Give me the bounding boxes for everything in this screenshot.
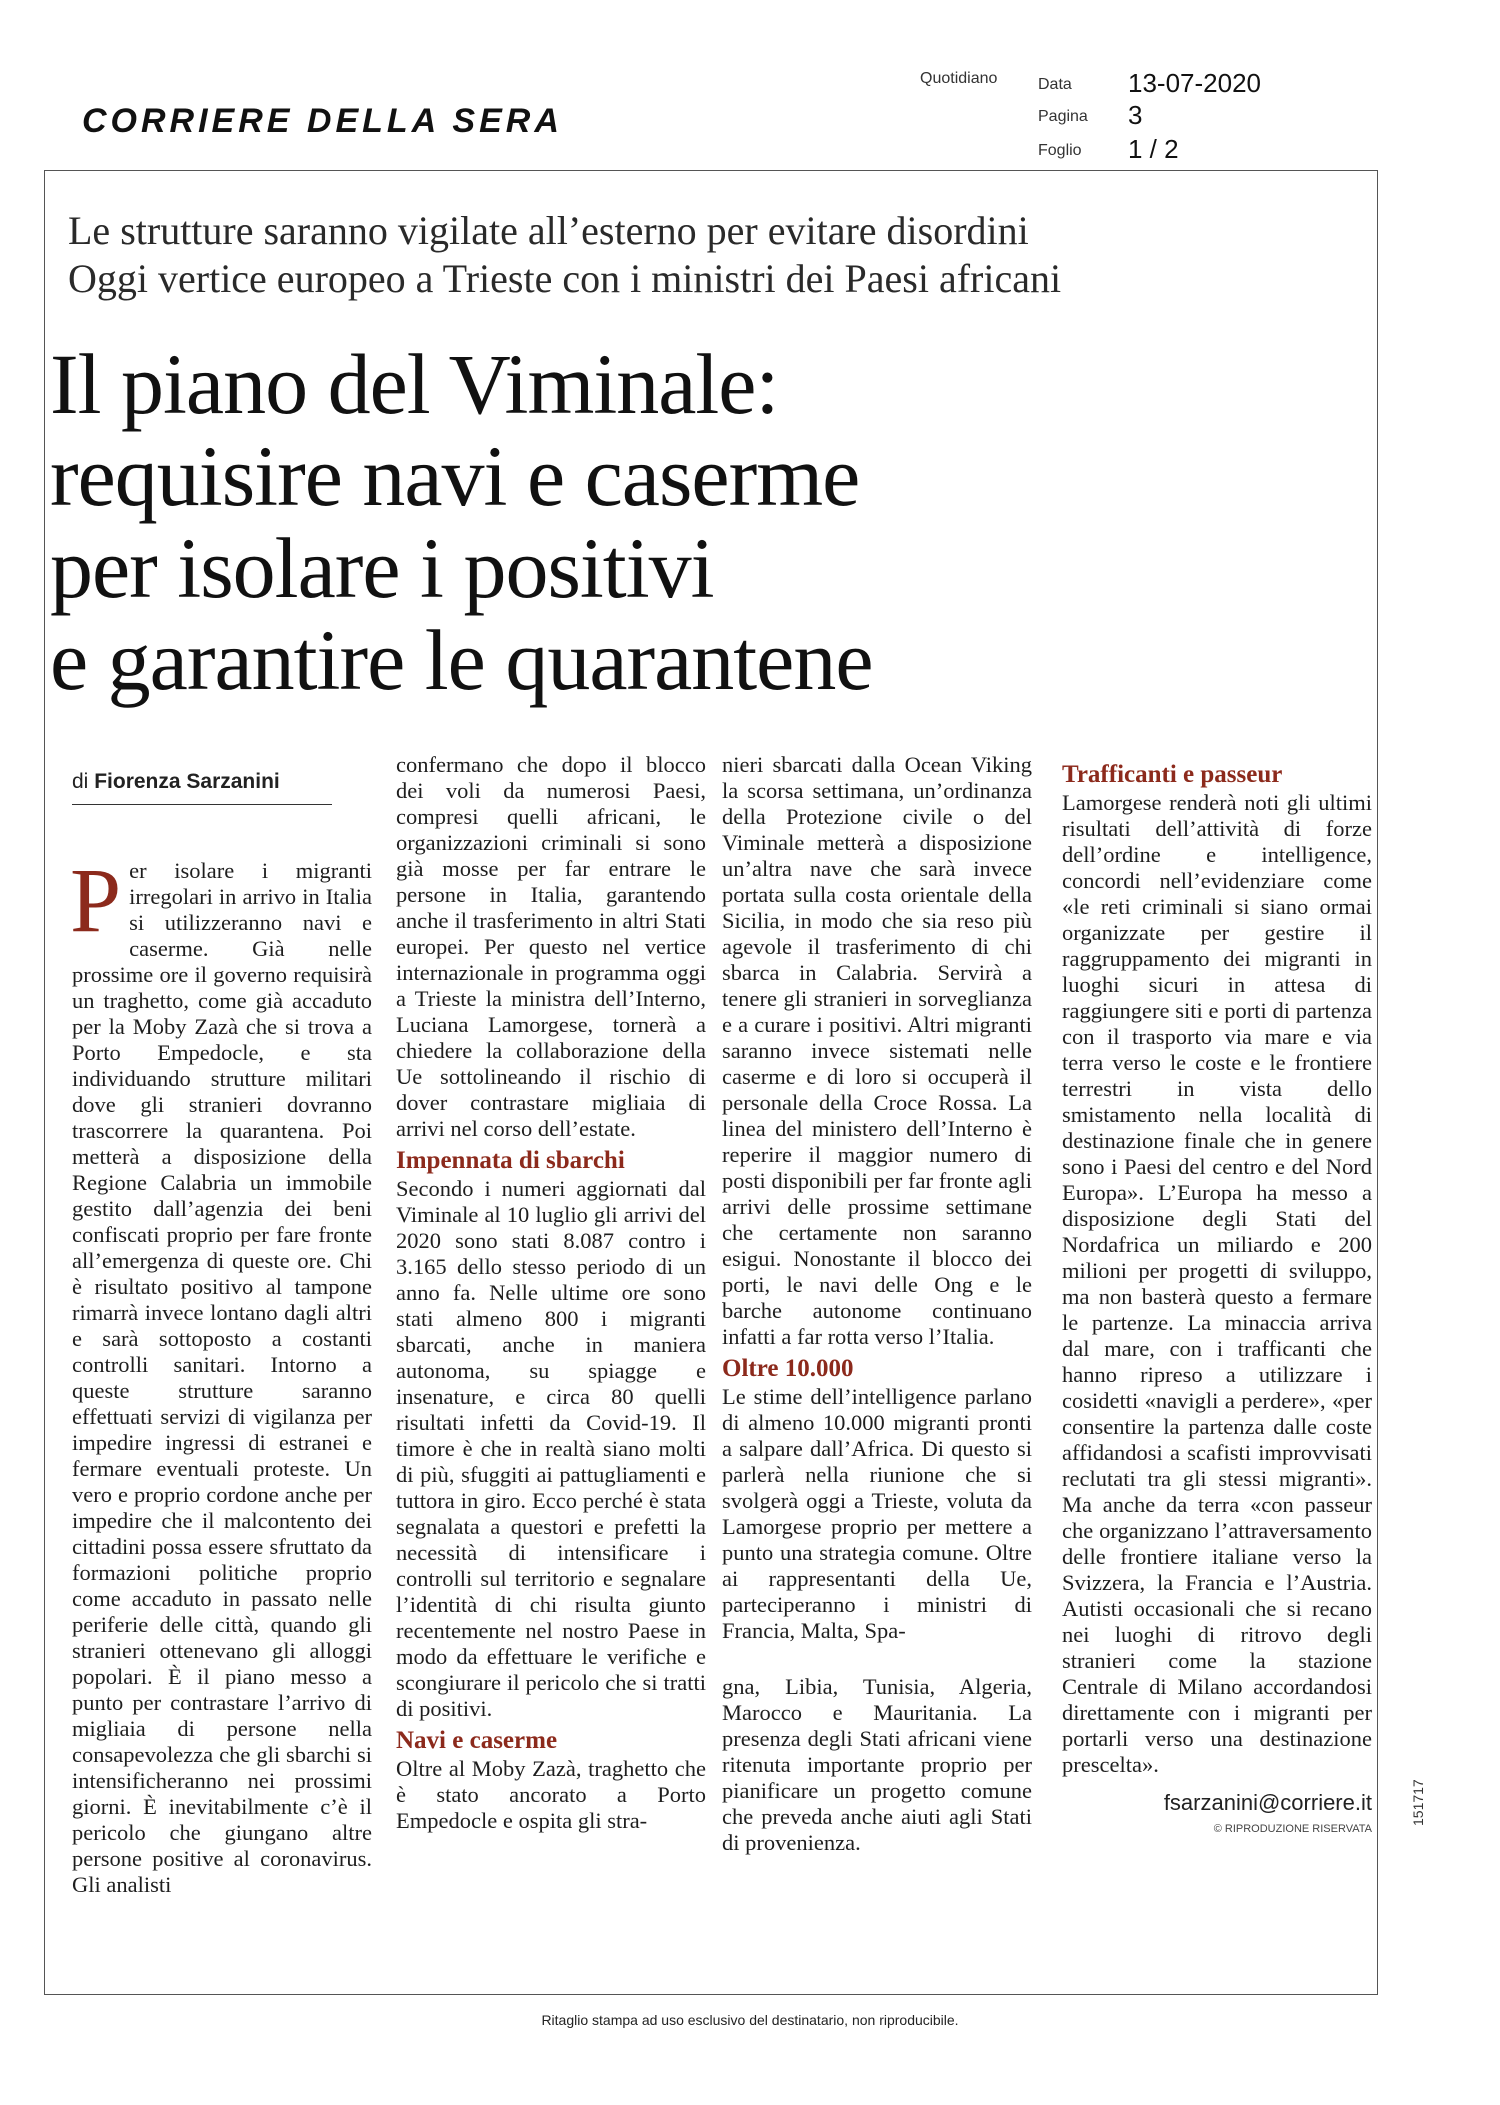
copyright-note: © RIPRODUZIONE RISERVATA (1213, 1823, 1372, 1835)
date-value: 13-07-2020 (1128, 68, 1261, 98)
publication-type: Quotidiano (920, 70, 998, 87)
masthead-logo: CORRIERE DELLA SERA (82, 102, 563, 140)
headline-line-2: requisire navi e caserme (50, 428, 860, 524)
subheading-impennata: Impennata di sbarchi (396, 1147, 625, 1174)
column-4-text: Lamorgese renderà noti gli ultimi risultati dell’attività di forze dell’ordine e intelligence, concordi nell’evidenziare come «le reti criminali si siano ormai organizzate per gestire il raggruppamento dei migranti in luoghi sicuri in attesa di raggiungere siti e porti di partenza con il trasporto via mare e via terra verso le coste e le frontiere terrestri in vista dello smistamento nella località di destinazione finale che in genere sono i Paesi del centro e del Nord Europa». L’Europa ha messo a disposizione degli Stati del Nordafrica un miliardo e 200 milioni per progetti di sviluppo, ma non basterà questo a fermare le partenze. La minaccia arriva dal mare, con i trafficanti che hanno ripreso a utilizzare i cosidetti «navigli a perdere», «per consentire la partenza dalle coste affidandosi a scafisti improvvisati reclutati tra gli stessi migranti». Ma anche da terra «con passeur che organizzano l’attraversamento delle frontiere italiane verso la Svizzera, la Francia e l’Austria. Autisti occasionali che si recano nei luoghi di ritrovo degli stranieri come la stazione Centrale di Milano accordandosi direttamente con i migranti per portarli verso una destinazione prescelta». (1062, 790, 1372, 1777)
author-email: fsarzanini@corriere.it (1163, 1790, 1372, 1815)
article-column-2 (396, 752, 706, 1834)
subheading-trafficanti: Trafficanti e passeur (1062, 761, 1283, 788)
kicker-line-1: Le strutture saranno vigilate all’esterno per evitare disordini (68, 208, 1029, 253)
subheading-navi: Navi e caserme (396, 1727, 558, 1754)
side-code: 151717 (1410, 1779, 1426, 1826)
sheet-value: 1 / 2 (1128, 134, 1179, 164)
subheading-oltre: Oltre 10.000 (722, 1355, 854, 1382)
article-column-3 (722, 752, 1032, 1856)
drop-cap: P (70, 849, 122, 951)
article-column-1 (70, 849, 372, 1898)
sheet-label: Foglio (1038, 142, 1082, 159)
column-3-text-b: Le stime dell’intelligence parlano di almeno 10.000 migranti pronti a salpare dall’Africa. Di questo si parlerà nella riunione che si svolgerà oggi a Trieste, voluta da Lamorgese proprio per mettere a punto una strategia comune. Oltre ai rappresentanti della Ue, parteciperanno i ministri di Francia, Malta, Spa- (722, 1384, 1032, 1643)
byline-prefix: di (72, 770, 89, 793)
article-column-4 (1062, 762, 1372, 1842)
column-2-text-b: Secondo i numeri aggiornati dal Viminale al 10 luglio gli arrivi del 2020 sono stati 8.087 contro i 3.165 dello stesso periodo di un anno fa. Nelle ultime ore sono stati almeno 800 i migranti sbarcati, anche in maniera autonoma, su spiagge e insenature, e circa 80 quelli risultati infetti da Covid-19. Il timore è che in realtà siano molti di più, sfuggiti ai pattugliamenti e tuttora in giro. Ecco perché è stata segnalata a questori e prefetti la necessità di intensificare i controlli sul territorio e segnalare l’identità di chi risulta giunto recentemente nel nostro Paese in modo da effettuare le verifiche e scongiurare il pericolo che si tratti di positivi. (396, 1176, 706, 1721)
column-2-text-c: Oltre al Moby Zazà, traghetto che è stato ancorato a Porto Empedocle e ospita gli stra- (396, 1756, 706, 1833)
page-label: Pagina (1038, 108, 1088, 125)
byline-author: Fiorenza Sarzanini (94, 770, 280, 793)
footer-disclaimer: Ritaglio stampa ad uso esclusivo del destinatario, non riproducibile. (541, 2012, 959, 2028)
page-value: 3 (1128, 100, 1143, 130)
date-label: Data (1038, 76, 1072, 93)
headline-line-3: per isolare i positivi (50, 520, 714, 616)
headline-line-4: e garantire le quarantene (50, 612, 873, 708)
column-2-text-a: confermano che dopo il blocco dei voli da numerosi Paesi, compresi quelli africani, le organizzazioni criminali si sono già mosse per far entrare le persone in Italia, garantendo anche il trasferimento in altri Stati europei. Per questo nel vertice internazionale in programma oggi a Trieste la ministra dell’Interno, Luciana Lamorgese, tornerà a chiedere la collaborazione della Ue sottolineando il rischio di dover contrastare migliaia di arrivi nel corso dell’estate. (396, 752, 706, 1141)
column-3-text-a: nieri sbarcati dalla Ocean Viking la scorsa settimana, un’ordinanza della Protezione civile o del Viminale metterà a disposizione un’altra nave che sarà invece portata sulla costa orientale della Sicilia, in modo che sia reso più agevole il trasferimento di chi sbarca in Calabria. Servirà a tenere gli stranieri in sorveglianza e a curare i positivi. Altri migranti saranno invece sistemati nelle caserme e di loro si occuperà il personale della Croce Rossa. La linea del ministero dell’Interno è reperire il maggior numero di posti disponibili per far fronte agli arrivi delle prossime settimane che certamente non saranno esigui. Nonostante il blocco dei porti, le navi delle Ong e le barche autonome continuano infatti a far rotta verso l’Italia. (722, 752, 1032, 1349)
column-1-text: er isolare i migranti irregolari in arrivo in Italia si utilizzeranno navi e caserme. Già nelle prossime ore il governo requisirà un traghetto, come già accaduto per la Moby Zazà che si trova a Porto Empedocle, e sta individuando strutture militari dove gli stranieri dovranno trascorrere la quarantena. Poi metterà a disposizione della Regione Calabria un immobile gestito dall’agenzia dei beni confiscati proprio per fare fronte all’emergenza di queste ore. Chi è risultato positivo al tampone rimarrà invece lontano dagli altri e sarà sottoposto a costanti controlli sanitari. Intorno a queste strutture saranno effettuati servizi di vigilanza per impedire ingressi di estranei e fermare eventuali proteste. Un vero e proprio cordone anche per impedire che il malcontento dei cittadini possa essere sfruttato da formazioni politiche proprio come accaduto in passato nelle periferie delle città, quando gli stranieri ottenevano gli alloggi popolari. È il piano messo a punto per contrastare l’arrivo di migliaia di persone nella consapevolezza che gli sbarchi si intensificheranno nei prossimi giorni. È inevitabilmente c’è il pericolo che giungano altre persone positive al coronavirus. Gli analisti (72, 858, 372, 1897)
column-3-text-c: gna, Libia, Tunisia, Algeria, Marocco e Mauritania. La presenza degli Stati africani viene ritenuta importante proprio per pianificare un progetto comune che preveda anche aiuti agli Stati di provenienza. (722, 1674, 1032, 1855)
byline (72, 770, 332, 805)
kicker-line-2: Oggi vertice europeo a Trieste con i ministri dei Paesi africani (68, 256, 1062, 301)
headline-line-1: Il piano del Viminale: (50, 336, 779, 432)
